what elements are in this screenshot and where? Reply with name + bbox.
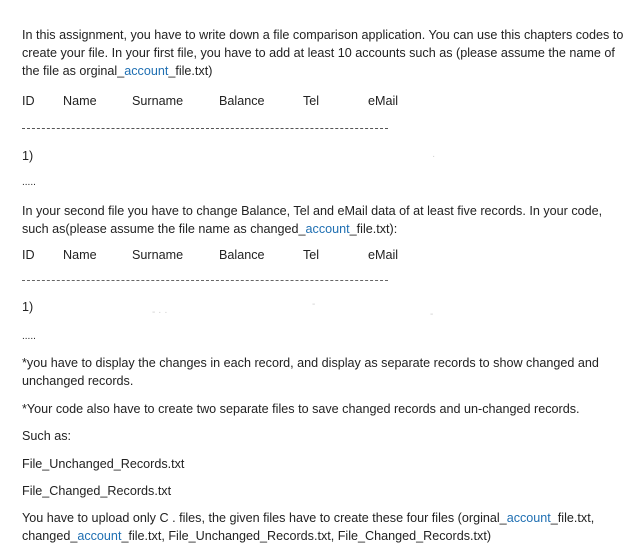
row-marker-2: 1) <box>22 300 34 314</box>
filename-unchanged: File_Unchanged_Records.txt <box>22 457 185 471</box>
faint-mark: - <box>312 299 316 310</box>
such-as-label: Such as: <box>22 429 72 443</box>
second-link-text: account <box>305 222 350 236</box>
column-name: Name <box>63 94 97 108</box>
column-balance: Balance <box>219 94 265 108</box>
faint-mark: - · · <box>152 307 168 318</box>
column-surname: Surname <box>132 248 184 262</box>
column-email: eMail <box>368 248 399 262</box>
row-marker-1: 1) <box>22 149 34 163</box>
column-email: eMail <box>368 94 399 108</box>
column-balance: Balance <box>219 248 265 262</box>
dashed-separator-2 <box>22 280 388 281</box>
intro-text-end: _file.txt) <box>168 64 213 78</box>
upload-link-text-1: account <box>506 511 551 525</box>
note-separate-files: *Your code also have to create two separate files to save changed records and un-changed records. <box>22 402 580 416</box>
column-tel: Tel <box>303 248 320 262</box>
intro-text: In this assignment, you have to write down a file comparison application. You can use this chapters codes to create your file. In your first file, you have to add at least 10 accounts such as (please assume the name of the file as orginal_ <box>22 28 624 78</box>
filename-changed: File_Changed_Records.txt <box>22 484 172 498</box>
column-id: ID <box>22 94 35 108</box>
column-surname: Surname <box>132 94 184 108</box>
upload-text-mid: _file.txt, changed_ <box>22 511 595 543</box>
note-display-changes: *you have to display the changes in each record, and display as separate records to show changed and unchanged records. <box>22 356 599 388</box>
second-file-paragraph <box>22 202 632 238</box>
upload-link-text-2: account <box>77 529 122 543</box>
column-name: Name <box>63 248 97 262</box>
faint-mark: - <box>430 309 434 320</box>
upload-text-end: _file.txt, File_Unchanged_Records.txt, File_Changed_Records.txt) <box>121 529 492 543</box>
column-tel: Tel <box>303 94 320 108</box>
column-id: ID <box>22 248 35 262</box>
ellipsis-1: ..... <box>22 177 36 188</box>
intro-paragraph <box>22 26 632 80</box>
second-text: In your second file you have to change Balance, Tel and eMail data of at least five records. In your code, such as(please assume the file name as changed_ <box>22 204 603 236</box>
ellipsis-2: ..... <box>22 331 36 342</box>
column-header-row-2 <box>0 246 640 264</box>
intro-link-text: account <box>124 64 169 78</box>
dashed-separator-1 <box>22 128 388 129</box>
upload-text: You have to upload only C . files, the given files have to create these four files (orginal_ <box>22 511 507 525</box>
faint-mark: · <box>432 151 436 162</box>
second-text-end: _file.txt): <box>349 222 398 236</box>
column-header-row-1 <box>0 92 640 110</box>
upload-paragraph <box>22 509 632 545</box>
